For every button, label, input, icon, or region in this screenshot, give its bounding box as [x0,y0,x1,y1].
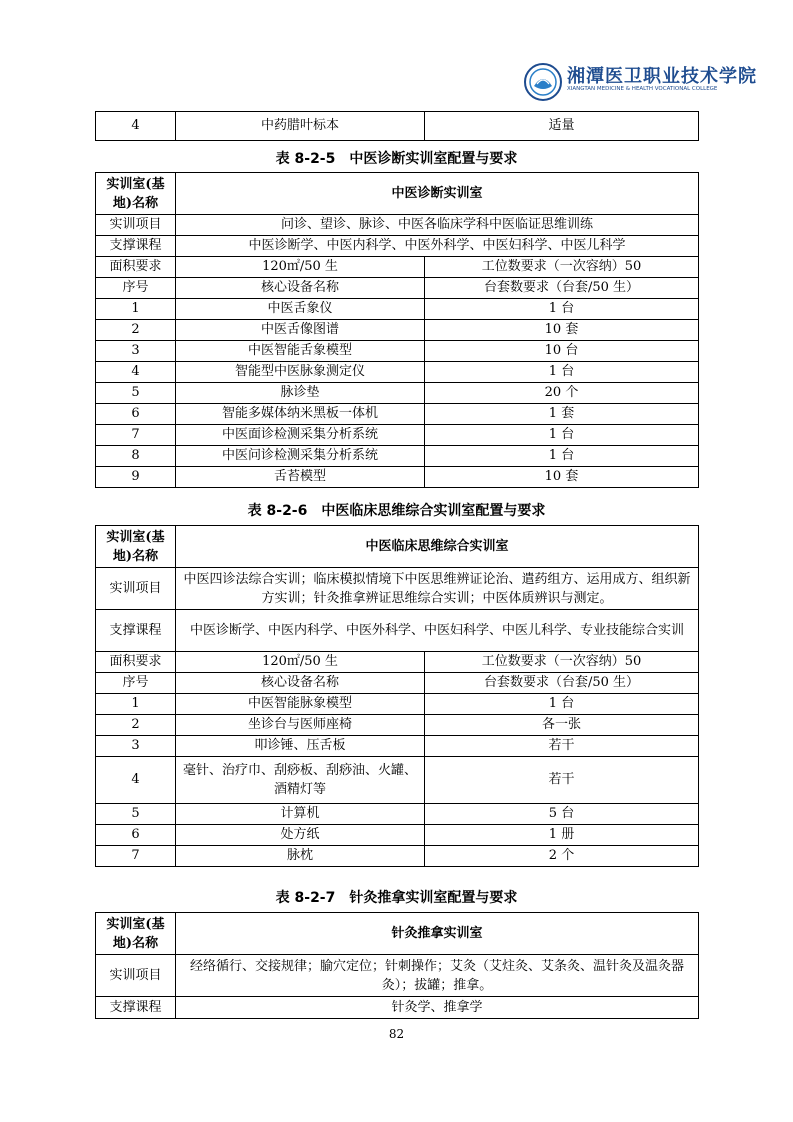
cell-no: 5 [96,804,176,825]
col-qty: 台套数要求（台套/50 生） [425,673,699,694]
table-header-row [96,278,699,299]
table-8-2-5-caption: 表 8-2-5 中医诊断实训室配置与要求 [275,151,518,167]
cell-no: 2 [96,320,176,341]
name-label: 实训室(基地)名称 [96,913,176,955]
cell-no: 4 [96,112,176,141]
cell-qty: 1 台 [425,446,699,467]
table-row [96,715,699,736]
cell-qty: 5 台 [425,804,699,825]
col-qty: 台套数要求（台套/50 生） [425,278,699,299]
course-label: 支撑课程 [96,997,176,1019]
cell-no: 2 [96,715,176,736]
project-label: 实训项目 [96,215,176,236]
cell-name: 计算机 [176,804,425,825]
table-row [96,215,699,236]
table-row [96,825,699,846]
project-value: 经络循行、交接规律；腧穴定位；针刺操作；艾灸（艾炷灸、艾条灸、温针灸及温灸器灸）；拔罐；推拿。 [176,955,699,997]
cell-name: 中医舌象仪 [176,299,425,320]
cell-name: 坐诊台与医师座椅 [176,715,425,736]
course-value: 中医诊断学、中医内科学、中医外科学、中医妇科学、中医儿科学、专业技能综合实训 [176,610,699,652]
table-8-2-5 [95,172,699,488]
table-8-2-6 [95,525,699,867]
table-8-2-7-caption: 表 8-2-7 针灸推拿实训室配置与要求 [275,890,518,906]
table-row [96,112,699,141]
college-name-en: XIANGTAN MEDICINE & HEALTH VOCATIONAL COLLEGE [567,86,718,92]
table-row [96,257,699,278]
course-label: 支撑课程 [96,236,176,257]
table-row [96,652,699,673]
page-number: 82 [388,1027,405,1041]
cell-no: 9 [96,467,176,488]
name-label: 实训室(基地)名称 [96,173,176,215]
project-value: 中医四诊法综合实训；临床模拟情境下中医思维辨证论治、遣药组方、运用成方、组织新方实训；针灸推拿辨证思维综合实训；中医体质辨识与测定。 [176,568,699,610]
cell-qty: 1 册 [425,825,699,846]
table-row [96,694,699,715]
cell-no: 5 [96,383,176,404]
cell-qty: 10 套 [425,467,699,488]
table-row [96,173,699,215]
table-row [96,804,699,825]
cell-qty: 1 台 [425,425,699,446]
course-value: 中医诊断学、中医内科学、中医外科学、中医妇科学、中医儿科学 [176,236,699,257]
cell-name: 脉诊垫 [176,383,425,404]
project-label: 实训项目 [96,955,176,997]
table-row [96,913,699,955]
cell-qty: 1 套 [425,404,699,425]
table-8-2-6-caption: 表 8-2-6 中医临床思维综合实训室配置与要求 [247,503,546,519]
table-row [96,320,699,341]
cell-name: 毫针、治疗巾、刮痧板、刮痧油、火罐、酒精灯等 [176,757,425,804]
table-row [96,383,699,404]
lab-name: 中医临床思维综合实训室 [176,526,699,568]
cell-name: 脉枕 [176,846,425,867]
table-row [96,299,699,320]
table-row [96,955,699,997]
cell-qty: 1 台 [425,694,699,715]
course-value: 针灸学、推拿学 [176,997,699,1019]
cell-qty: 若干 [425,757,699,804]
cell-qty: 各一张 [425,715,699,736]
cell-name: 中医面诊检测采集分析系统 [176,425,425,446]
table-row [96,757,699,804]
cell-name: 中医舌像图谱 [176,320,425,341]
table-row [96,467,699,488]
cell-no: 7 [96,425,176,446]
seats-value: 工位数要求（一次容纳）50 [425,652,699,673]
area-label: 面积要求 [96,257,176,278]
seats-value: 工位数要求（一次容纳）50 [425,257,699,278]
cell-qty: 若干 [425,736,699,757]
cell-qty: 适量 [425,112,699,141]
college-logo [523,62,757,106]
area-value: 120㎡/50 生 [176,652,425,673]
cell-name: 中医智能舌象模型 [176,341,425,362]
cell-name: 叩诊锤、压舌板 [176,736,425,757]
table-row [96,568,699,610]
table-row [96,425,699,446]
cell-no: 1 [96,299,176,320]
col-name: 核心设备名称 [176,278,425,299]
table-row [96,341,699,362]
cell-name: 舌苔模型 [176,467,425,488]
cell-qty: 10 台 [425,341,699,362]
lab-name: 中医诊断实训室 [176,173,699,215]
college-name-cn: 湘潭医卫职业技术学院 [567,66,757,87]
lab-name: 针灸推拿实训室 [176,913,699,955]
cell-name: 中药腊叶标本 [176,112,425,141]
cell-name: 中医智能脉象模型 [176,694,425,715]
table-row [96,526,699,568]
table-header-row [96,673,699,694]
col-name: 核心设备名称 [176,673,425,694]
cell-no: 6 [96,404,176,425]
table-row [96,846,699,867]
cell-qty: 20 个 [425,383,699,404]
table-row [96,997,699,1019]
cell-no: 1 [96,694,176,715]
cell-qty: 2 个 [425,846,699,867]
table-row [96,446,699,467]
cell-name: 处方纸 [176,825,425,846]
cell-qty: 10 套 [425,320,699,341]
cell-name: 中医问诊检测采集分析系统 [176,446,425,467]
table-row [96,736,699,757]
table-row [96,236,699,257]
cell-no: 3 [96,736,176,757]
col-no: 序号 [96,278,176,299]
project-label: 实训项目 [96,568,176,610]
cell-no: 8 [96,446,176,467]
cell-no: 4 [96,757,176,804]
cell-qty: 1 台 [425,299,699,320]
cell-name: 智能型中医脉象测定仪 [176,362,425,383]
college-emblem-icon [523,62,563,102]
table-8-2-7 [95,912,699,1019]
cell-name: 智能多媒体纳米黑板一体机 [176,404,425,425]
col-no: 序号 [96,673,176,694]
table-row [96,404,699,425]
area-value: 120㎡/50 生 [176,257,425,278]
top-table [95,111,699,141]
cell-no: 4 [96,362,176,383]
area-label: 面积要求 [96,652,176,673]
name-label: 实训室(基地)名称 [96,526,176,568]
cell-no: 3 [96,341,176,362]
table-row [96,610,699,652]
cell-qty: 1 台 [425,362,699,383]
cell-no: 6 [96,825,176,846]
table-row [96,362,699,383]
cell-no: 7 [96,846,176,867]
course-label: 支撑课程 [96,610,176,652]
project-value: 问诊、望诊、脉诊、中医各临床学科中医临证思维训练 [176,215,699,236]
